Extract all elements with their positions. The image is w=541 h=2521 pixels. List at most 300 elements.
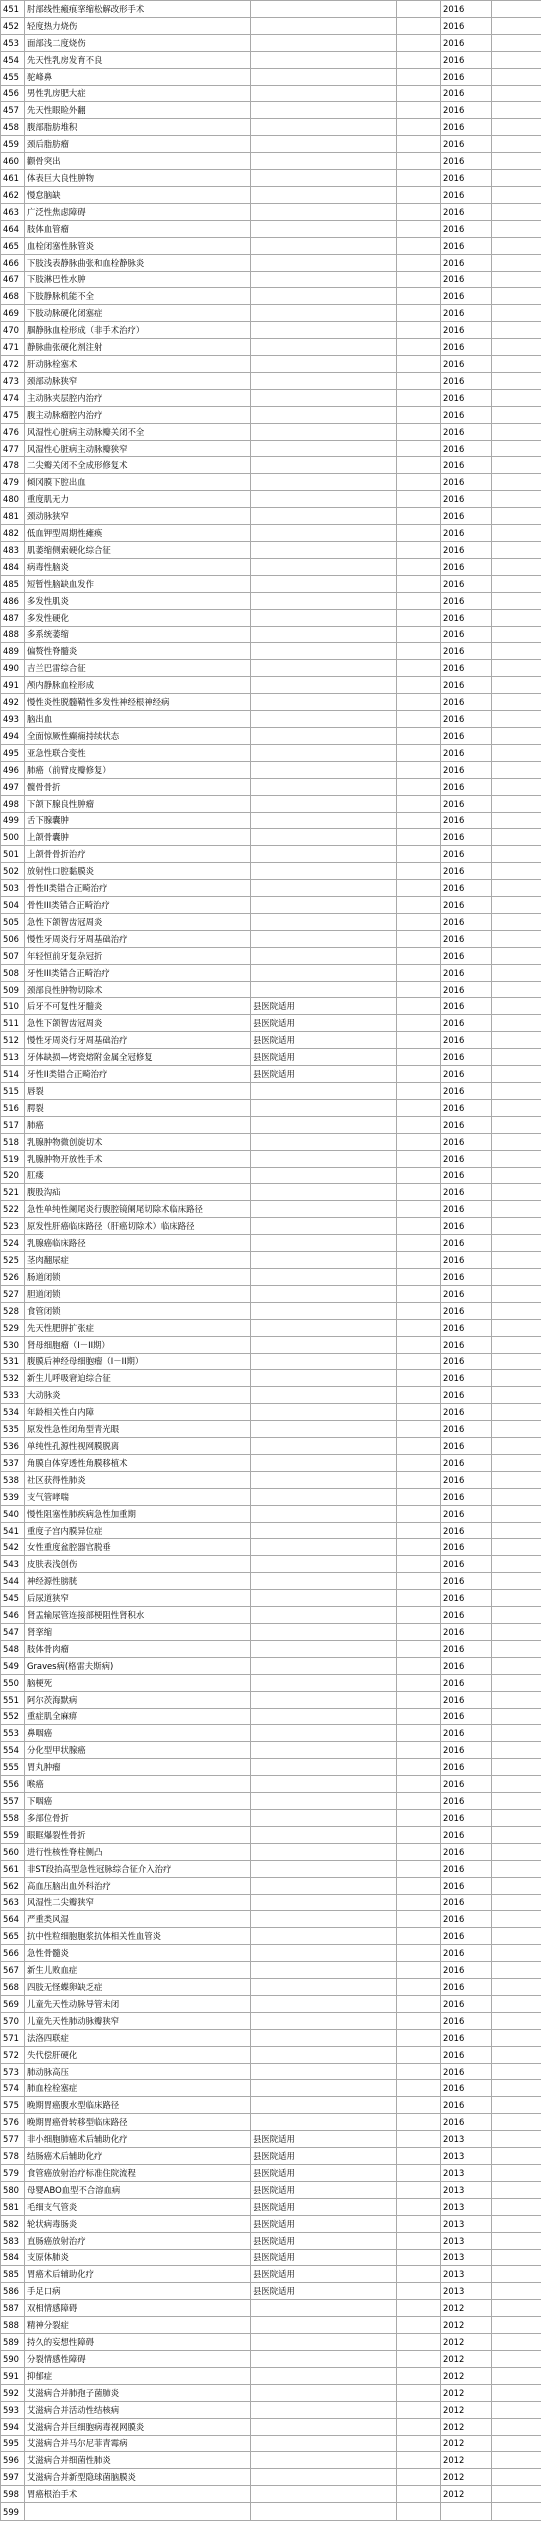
table-row — [1, 2435, 541, 2452]
year-cell: 2016 — [441, 85, 492, 102]
applicability-cell — [251, 136, 397, 153]
row-number-cell: 474 — [1, 389, 25, 406]
table-row — [1, 1, 541, 18]
empty-cell — [492, 897, 541, 914]
table-row — [1, 1979, 541, 1996]
applicability-cell — [251, 406, 397, 423]
year-cell: 2016 — [441, 1877, 492, 1894]
row-number-cell: 583 — [1, 2232, 25, 2249]
applicability-cell — [251, 2012, 397, 2029]
year-cell: 2016 — [441, 1962, 492, 1979]
pathway-name-cell: 男性乳房肥大症 — [25, 85, 251, 102]
year-cell: 2016 — [441, 1522, 492, 1539]
pathway-name-cell: 腹主动脉瘤腔内治疗 — [25, 406, 251, 423]
pathway-name-cell: 慢性牙周炎行牙周基础治疗 — [25, 1032, 251, 1049]
table-row — [1, 372, 541, 389]
empty-cell — [397, 372, 441, 389]
applicability-cell: 县医院适用 — [251, 2215, 397, 2232]
year-cell: 2016 — [441, 558, 492, 575]
empty-cell — [397, 2063, 441, 2080]
applicability-cell — [251, 2080, 397, 2097]
empty-cell — [492, 34, 541, 51]
empty-cell — [397, 525, 441, 542]
pathway-name-cell: 肘部线性瘢痕挛缩松解改形手术 — [25, 1, 251, 18]
pathway-name-cell: 高血压脑出血外科治疗 — [25, 1877, 251, 1894]
applicability-cell — [251, 1995, 397, 2012]
empty-cell — [397, 1928, 441, 1945]
pathway-name-cell: 分化型甲状腺癌 — [25, 1742, 251, 1759]
applicability-cell — [251, 1573, 397, 1590]
empty-cell — [397, 812, 441, 829]
pathway-name-cell: 多系统萎缩 — [25, 626, 251, 643]
table-row — [1, 457, 541, 474]
empty-cell — [492, 2148, 541, 2165]
row-number-cell: 517 — [1, 1116, 25, 1133]
year-cell: 2016 — [441, 880, 492, 897]
empty-cell — [492, 1319, 541, 1336]
empty-cell — [397, 1759, 441, 1776]
row-number-cell: 519 — [1, 1150, 25, 1167]
empty-cell — [397, 2367, 441, 2384]
empty-cell — [492, 2215, 541, 2232]
year-cell: 2016 — [441, 186, 492, 203]
empty-cell — [492, 1522, 541, 1539]
pathway-name-cell: 艾滋病合并新型隐球菌脑膜炎 — [25, 2469, 251, 2486]
applicability-cell — [251, 2486, 397, 2503]
year-cell: 2016 — [441, 220, 492, 237]
year-cell: 2016 — [441, 1015, 492, 1032]
empty-cell — [492, 1674, 541, 1691]
applicability-cell — [251, 2452, 397, 2469]
empty-cell — [397, 1167, 441, 1184]
empty-cell — [397, 356, 441, 373]
applicability-cell — [251, 1928, 397, 1945]
empty-cell — [397, 491, 441, 508]
pathway-name-cell: 慢性牙周炎行牙周基础治疗 — [25, 930, 251, 947]
applicability-cell — [251, 1624, 397, 1641]
empty-cell — [492, 1962, 541, 1979]
pathway-name-cell: 下咽癌 — [25, 1793, 251, 1810]
pathway-name-cell: 慢怠脑缺 — [25, 186, 251, 203]
empty-cell — [397, 2131, 441, 2148]
row-number-cell: 452 — [1, 17, 25, 34]
year-cell: 2016 — [441, 711, 492, 728]
empty-cell — [492, 643, 541, 660]
applicability-cell: 县医院适用 — [251, 2283, 397, 2300]
empty-cell — [492, 2503, 541, 2521]
table-row — [1, 812, 541, 829]
table-row — [1, 2131, 541, 2148]
year-cell: 2016 — [441, 930, 492, 947]
row-number-cell: 587 — [1, 2300, 25, 2317]
empty-cell — [492, 1353, 541, 1370]
applicability-cell — [251, 2334, 397, 2351]
table-row — [1, 2097, 541, 2114]
pathway-name-cell: 脑梗死 — [25, 1674, 251, 1691]
empty-cell — [397, 2165, 441, 2182]
row-number-cell: 463 — [1, 203, 25, 220]
year-cell: 2012 — [441, 2384, 492, 2401]
applicability-cell — [251, 795, 397, 812]
empty-cell — [492, 1421, 541, 1438]
year-cell: 2016 — [441, 1979, 492, 1996]
empty-cell — [492, 1184, 541, 1201]
pathway-name-cell: Graves病(格雷夫斯病) — [25, 1657, 251, 1674]
empty-cell — [492, 1573, 541, 1590]
empty-cell — [397, 2181, 441, 2198]
empty-cell — [492, 1505, 541, 1522]
table-row — [1, 846, 541, 863]
year-cell: 2016 — [441, 1894, 492, 1911]
row-number-cell: 582 — [1, 2215, 25, 2232]
row-number-cell: 580 — [1, 2181, 25, 2198]
applicability-cell — [251, 913, 397, 930]
empty-cell — [397, 1252, 441, 1269]
year-cell: 2016 — [441, 863, 492, 880]
table-row — [1, 440, 541, 457]
empty-cell — [492, 694, 541, 711]
year-cell: 2013 — [441, 2131, 492, 2148]
row-number-cell: 518 — [1, 1133, 25, 1150]
row-number-cell: 489 — [1, 643, 25, 660]
applicability-cell — [251, 1793, 397, 1810]
empty-cell — [397, 2469, 441, 2486]
empty-cell — [397, 1285, 441, 1302]
table-row — [1, 1793, 541, 1810]
applicability-cell — [251, 660, 397, 677]
pathway-name-cell: 牙体缺损—烤瓷熔附金属全冠修复 — [25, 1049, 251, 1066]
pathway-name-cell: 肾盂输尿管连接部梗阻性肾积水 — [25, 1607, 251, 1624]
year-cell: 2016 — [441, 575, 492, 592]
year-cell: 2016 — [441, 102, 492, 119]
applicability-cell: 县医院适用 — [251, 2165, 397, 2182]
row-number-cell: 593 — [1, 2401, 25, 2418]
empty-cell — [397, 1962, 441, 1979]
empty-cell — [397, 271, 441, 288]
table-row — [1, 1218, 541, 1235]
row-number-cell: 505 — [1, 913, 25, 930]
empty-cell — [492, 2012, 541, 2029]
row-number-cell: 590 — [1, 2350, 25, 2367]
year-cell: 2016 — [441, 1488, 492, 1505]
year-cell: 2016 — [441, 1150, 492, 1167]
year-cell: 2016 — [441, 660, 492, 677]
empty-cell — [397, 1843, 441, 1860]
row-number-cell: 557 — [1, 1793, 25, 1810]
pathway-name-cell: 腹股沟疝 — [25, 1184, 251, 1201]
row-number-cell: 575 — [1, 2097, 25, 2114]
empty-cell — [492, 119, 541, 136]
empty-cell — [492, 2165, 541, 2182]
table-row — [1, 2165, 541, 2182]
empty-cell — [492, 1691, 541, 1708]
year-cell: 2016 — [441, 136, 492, 153]
empty-cell — [397, 1691, 441, 1708]
pathway-name-cell: 新生儿败血症 — [25, 1962, 251, 1979]
empty-cell — [397, 1624, 441, 1641]
empty-cell — [397, 34, 441, 51]
empty-cell — [397, 406, 441, 423]
table-row — [1, 271, 541, 288]
table-row — [1, 1319, 541, 1336]
pathway-name-cell: 艾滋病合并活动性结核病 — [25, 2401, 251, 2418]
table-row — [1, 389, 541, 406]
table-row — [1, 220, 541, 237]
row-number-cell: 512 — [1, 1032, 25, 1049]
pathway-name-cell: 慢性炎性脱髓鞘性多发性神经根神经病 — [25, 694, 251, 711]
row-number-cell: 465 — [1, 237, 25, 254]
table-row — [1, 778, 541, 795]
empty-cell — [397, 237, 441, 254]
empty-cell — [492, 1336, 541, 1353]
empty-cell — [492, 2232, 541, 2249]
empty-cell — [397, 170, 441, 187]
row-number-cell: 570 — [1, 2012, 25, 2029]
applicability-cell — [251, 2046, 397, 2063]
row-number-cell: 554 — [1, 1742, 25, 1759]
empty-cell — [492, 660, 541, 677]
empty-cell — [397, 1133, 441, 1150]
pathway-name-cell: 下肢浅表静脉曲张和血栓静脉炎 — [25, 254, 251, 271]
empty-cell — [397, 508, 441, 525]
table-row — [1, 1607, 541, 1624]
applicability-cell — [251, 1099, 397, 1116]
empty-cell — [397, 1049, 441, 1066]
table-row — [1, 2418, 541, 2435]
table-row — [1, 1725, 541, 1742]
pathway-name-cell: 法洛四联症 — [25, 2029, 251, 2046]
row-number-cell: 561 — [1, 1860, 25, 1877]
row-number-cell: 545 — [1, 1590, 25, 1607]
row-number-cell: 547 — [1, 1624, 25, 1641]
row-number-cell: 495 — [1, 744, 25, 761]
year-cell: 2016 — [441, 1032, 492, 1049]
table-row — [1, 305, 541, 322]
row-number-cell: 507 — [1, 947, 25, 964]
empty-cell — [397, 863, 441, 880]
empty-cell — [397, 981, 441, 998]
row-number-cell: 571 — [1, 2029, 25, 2046]
empty-cell — [397, 2097, 441, 2114]
applicability-cell — [251, 1607, 397, 1624]
empty-cell — [492, 1083, 541, 1100]
empty-cell — [492, 2181, 541, 2198]
year-cell: 2012 — [441, 2334, 492, 2351]
row-number-cell: 579 — [1, 2165, 25, 2182]
empty-cell — [492, 1454, 541, 1471]
empty-cell — [397, 2114, 441, 2131]
year-cell: 2012 — [441, 2418, 492, 2435]
pathway-name-cell: 新生儿呼吸窘迫综合征 — [25, 1370, 251, 1387]
pathway-name-cell: 腘静脉血栓形成（非手术治疗） — [25, 322, 251, 339]
empty-cell — [397, 2350, 441, 2367]
empty-cell — [397, 1302, 441, 1319]
table-row — [1, 863, 541, 880]
table-row — [1, 1116, 541, 1133]
empty-cell — [397, 119, 441, 136]
year-cell: 2016 — [441, 440, 492, 457]
applicability-cell — [251, 1674, 397, 1691]
empty-cell — [397, 440, 441, 457]
table-row — [1, 2300, 541, 2317]
year-cell: 2016 — [441, 2114, 492, 2131]
empty-cell — [397, 694, 441, 711]
empty-cell — [492, 998, 541, 1015]
table-row — [1, 947, 541, 964]
empty-cell — [492, 2469, 541, 2486]
pathway-name-cell: 支原体肺炎 — [25, 2249, 251, 2266]
year-cell: 2016 — [441, 1995, 492, 2012]
applicability-cell — [251, 981, 397, 998]
year-cell: 2016 — [441, 1353, 492, 1370]
pathway-name-cell: 风湿性心脏病主动脉瓣狭窄 — [25, 440, 251, 457]
year-cell: 2016 — [441, 1252, 492, 1269]
pathway-name-cell: 阿尔茨海默病 — [25, 1691, 251, 1708]
empty-cell — [397, 727, 441, 744]
row-number-cell: 577 — [1, 2131, 25, 2148]
applicability-cell — [251, 2418, 397, 2435]
row-number-cell: 522 — [1, 1201, 25, 1218]
table-row — [1, 1083, 541, 1100]
year-cell: 2016 — [441, 1167, 492, 1184]
year-cell: 2016 — [441, 153, 492, 170]
empty-cell — [397, 2046, 441, 2063]
applicability-cell — [251, 389, 397, 406]
empty-cell — [397, 880, 441, 897]
empty-cell — [492, 880, 541, 897]
year-cell: 2016 — [441, 1911, 492, 1928]
empty-cell — [492, 1167, 541, 1184]
table-row — [1, 1674, 541, 1691]
table-row — [1, 1404, 541, 1421]
year-cell: 2016 — [441, 1336, 492, 1353]
table-row — [1, 2469, 541, 2486]
pathway-name-cell: 肺血栓栓塞症 — [25, 2080, 251, 2097]
year-cell: 2013 — [441, 2215, 492, 2232]
year-cell: 2016 — [441, 1556, 492, 1573]
year-cell: 2016 — [441, 389, 492, 406]
table-row — [1, 1235, 541, 1252]
row-number-cell: 559 — [1, 1826, 25, 1843]
empty-cell — [492, 2418, 541, 2435]
table-row — [1, 1860, 541, 1877]
table-row — [1, 491, 541, 508]
applicability-cell — [251, 812, 397, 829]
table-row — [1, 592, 541, 609]
year-cell: 2016 — [441, 1099, 492, 1116]
year-cell: 2016 — [441, 829, 492, 846]
row-number-cell: 532 — [1, 1370, 25, 1387]
pathway-name-cell: 失代偿肝硬化 — [25, 2046, 251, 2063]
row-number-cell: 598 — [1, 2486, 25, 2503]
row-number-cell: 478 — [1, 457, 25, 474]
row-number-cell: 573 — [1, 2063, 25, 2080]
empty-cell — [492, 1235, 541, 1252]
pathway-name-cell: 上颌骨囊肿 — [25, 829, 251, 846]
empty-cell — [492, 2198, 541, 2215]
row-number-cell: 523 — [1, 1218, 25, 1235]
applicability-cell: 县医院适用 — [251, 2131, 397, 2148]
pathway-name-cell: 结肠癌术后辅助化疗 — [25, 2148, 251, 2165]
year-cell: 2016 — [441, 1370, 492, 1387]
row-number-cell: 589 — [1, 2334, 25, 2351]
pathway-name-cell: 倾冈膜下腔出血 — [25, 474, 251, 491]
empty-cell — [492, 1995, 541, 2012]
empty-cell — [492, 356, 541, 373]
year-cell: 2013 — [441, 2249, 492, 2266]
pathway-name-cell: 肺癌 — [25, 1116, 251, 1133]
empty-cell — [397, 2334, 441, 2351]
row-number-cell: 497 — [1, 778, 25, 795]
table-row — [1, 1877, 541, 1894]
table-row — [1, 1539, 541, 1556]
table-row — [1, 1066, 541, 1083]
applicability-cell: 县医院适用 — [251, 2181, 397, 2198]
empty-cell — [492, 1404, 541, 1421]
row-number-cell: 472 — [1, 356, 25, 373]
row-number-cell: 506 — [1, 930, 25, 947]
year-cell: 2016 — [441, 1945, 492, 1962]
year-cell: 2016 — [441, 322, 492, 339]
empty-cell — [397, 288, 441, 305]
year-cell: 2012 — [441, 2317, 492, 2334]
empty-cell — [492, 1370, 541, 1387]
applicability-cell — [251, 2367, 397, 2384]
applicability-cell: 县医院适用 — [251, 2198, 397, 2215]
row-number-cell: 460 — [1, 153, 25, 170]
empty-cell — [397, 1894, 441, 1911]
empty-cell — [492, 846, 541, 863]
year-cell: 2013 — [441, 2232, 492, 2249]
pathway-name-cell: 骨性III类错合正畸治疗 — [25, 897, 251, 914]
pathway-name-cell: 乳腺肿物微创旋切术 — [25, 1133, 251, 1150]
empty-cell — [397, 643, 441, 660]
row-number-cell: 453 — [1, 34, 25, 51]
row-number-cell: 498 — [1, 795, 25, 812]
applicability-cell — [251, 863, 397, 880]
row-number-cell: 585 — [1, 2266, 25, 2283]
year-cell: 2016 — [441, 491, 492, 508]
empty-cell — [397, 339, 441, 356]
empty-cell — [397, 322, 441, 339]
table-row — [1, 1928, 541, 1945]
row-number-cell: 492 — [1, 694, 25, 711]
pathway-name-cell: 角膜自体穿透性角膜移植术 — [25, 1454, 251, 1471]
pathway-name-cell: 肾挛缩 — [25, 1624, 251, 1641]
year-cell: 2016 — [441, 1184, 492, 1201]
empty-cell — [492, 1, 541, 18]
empty-cell — [492, 1438, 541, 1455]
table-row — [1, 356, 541, 373]
pathway-name-cell: 手足口病 — [25, 2283, 251, 2300]
empty-cell — [492, 1894, 541, 1911]
empty-cell — [492, 508, 541, 525]
year-cell: 2016 — [441, 1505, 492, 1522]
applicability-cell — [251, 51, 397, 68]
pathway-name-cell: 年轻恒前牙复杂冠折 — [25, 947, 251, 964]
table-row — [1, 626, 541, 643]
year-cell: 2016 — [441, 2097, 492, 2114]
year-cell: 2016 — [441, 727, 492, 744]
pathway-name-cell: 驼峰鼻 — [25, 68, 251, 85]
table-row — [1, 1776, 541, 1793]
pathway-name-cell: 茎肉翻尿症 — [25, 1252, 251, 1269]
pathway-name-cell: 主动脉夹层腔内治疗 — [25, 389, 251, 406]
year-cell: 2016 — [441, 1404, 492, 1421]
year-cell: 2016 — [441, 1083, 492, 1100]
pathway-name-cell: 亚急性联合变性 — [25, 744, 251, 761]
pathway-name-cell: 脑出血 — [25, 711, 251, 728]
